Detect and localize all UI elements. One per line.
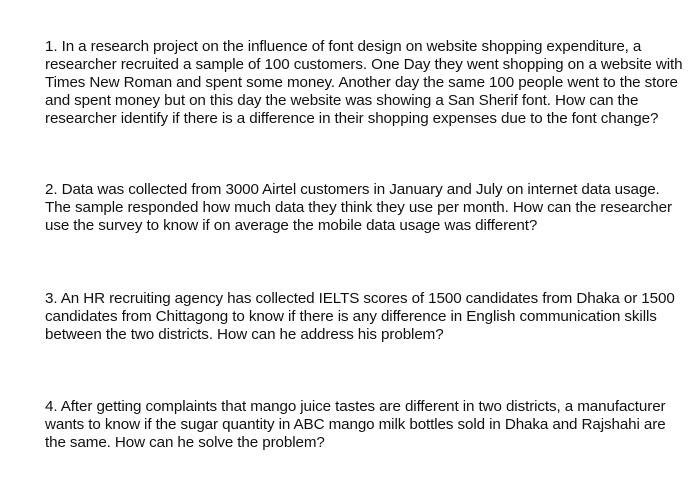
question-2-text: 2. Data was collected from 3000 Airtel customers in January and July on internet data usage. The sample responded how much data they think they use per month. How can the researcher use the survey to know if on average the mobile data usage was different? <box>45 181 672 234</box>
question-4-text: 4. After getting complaints that mango juice tastes are different in two districts, a manufacturer wants to know if the sugar quantity in ABC mango milk bottles sold in Dhaka and Rajshahi are the same. How can he solve the problem? <box>45 398 666 451</box>
question-1-text: 1. In a research project on the influence of font design on website shopping expenditure, a researcher recruited a sample of 100 customers. One Day they went shopping on a website with Times New Roman and spent some money. Another day the same 100 people went to the store and spent money but on this day the website was showing a San Sherif font. How can the researcher identify if there is a difference in their shopping expenses due to the font change? <box>45 38 683 127</box>
question-3-text: 3. An HR recruiting agency has collected IELTS scores of 1500 candidates from Dhaka or 1500 candidates from Chittagong to know if there is any difference in English communication skills between the two districts. How can he address his problem? <box>45 290 675 343</box>
